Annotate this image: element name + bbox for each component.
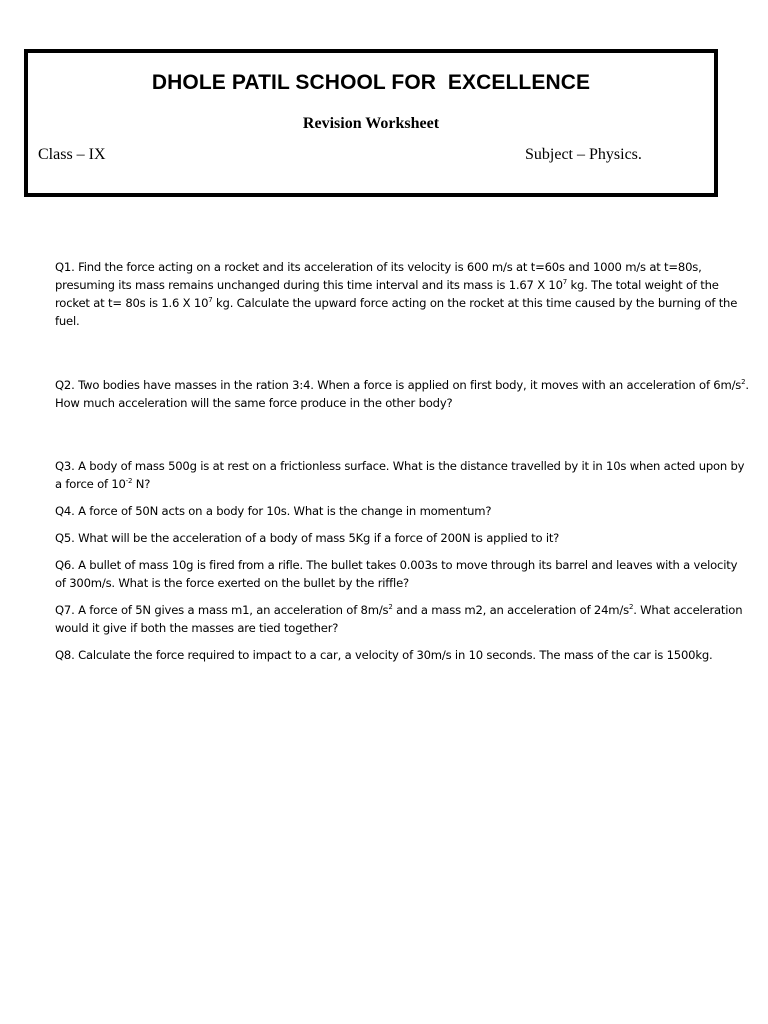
question-7-exponent-1: 2 [388,603,393,611]
worksheet-header-box [24,49,718,197]
question-7-text-3: . What acceleration would it give if both the masses are tied together? [55,603,743,635]
question-3 [55,457,750,493]
school-name: DHOLE PATIL SCHOOL FOR EXCELLENCE [151,71,591,94]
question-3-text-2: N? [132,477,151,491]
question-2 [55,376,750,412]
question-3-exponent-1: -2 [125,477,133,485]
question-5: Q5. What will be the acceleration of a body of mass 5Kg if a force of 200N is applied to it? [55,531,560,545]
question-1-text-3: kg. Calculate the upward force acting on the rocket at this time caused by the burning of the fuel. [55,296,738,328]
question-7-text-2: and a mass m2, an acceleration of 24m/s [392,603,629,617]
worksheet-title: Revision Worksheet [302,115,440,132]
question-3-text-1: Q3. A body of mass 500g is at rest on a frictionless surface. What is the distance travelled by it in 10s when acted upon by a force of 10 [55,459,745,491]
question-2-exponent-1: 2 [741,378,746,386]
subject-label: Subject – Physics. [525,146,642,163]
question-1-exponent-1: 7 [562,278,568,286]
question-7-text-1: Q7. A force of 5N gives a mass m1, an acceleration of 8m/s [55,603,389,617]
question-list [55,258,750,664]
question-1-text-1: Q1. Find the force acting on a rocket and its acceleration of its velocity is 600 m/s at t=60s and 1000 m/s at t=80s, presuming its mass remains unchanged during this time interval and its mass is 1.67 X 10 [55,260,702,292]
question-2-text-2: . How much acceleration will the same force produce in the other body? [55,378,749,410]
question-1-text-2: kg. The total weight of the rocket at t= 80s is 1.6 X 10 [55,278,719,310]
question-7-exponent-2: 2 [628,603,634,611]
question-2-text-1: Q2. Two bodies have masses in the ration 3:4. When a force is applied on first body, it moves with an acceleration of 6m/s [55,378,742,392]
question-1 [55,258,750,330]
question-8: Q8. Calculate the force required to impact to a car, a velocity of 30m/s in 10 seconds. The mass of the car is 1500kg. [55,648,713,662]
question-7 [55,601,750,637]
question-1-exponent-2: 7 [208,296,213,304]
question-6: Q6. A bullet of mass 10g is fired from a rifle. The bullet takes 0.003s to move through its barrel and leaves with a velocity of 300m/s. What is the force exerted on the bullet by the riffle? [55,558,738,590]
question-4: Q4. A force of 50N acts on a body for 10s. What is the change in momentum? [55,504,492,518]
class-label: Class – IX [38,146,106,163]
